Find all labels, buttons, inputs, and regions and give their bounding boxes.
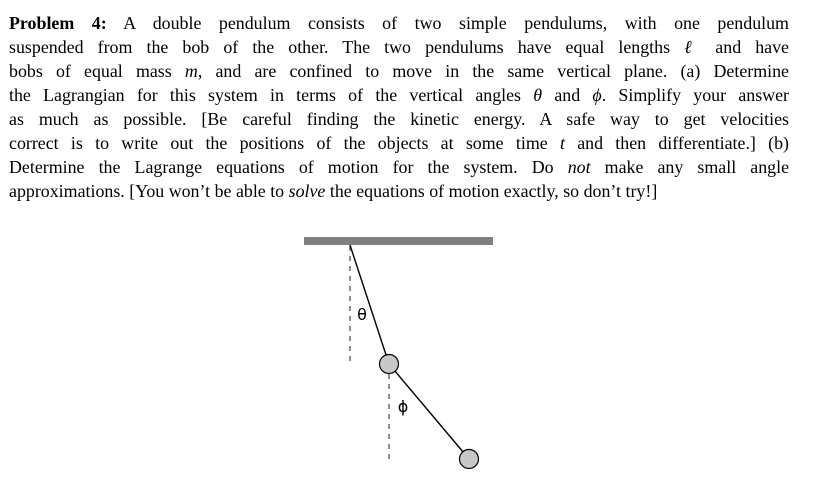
text-run: and	[542, 85, 593, 105]
problem-heading: Problem 4:	[9, 13, 107, 33]
text-run: the equations of motion exactly, so don’t try!]	[325, 181, 658, 201]
text-run: make any small angle	[590, 157, 790, 177]
text-run: and then differentiate.] (b)	[564, 133, 790, 153]
text-run: approximations. [You won’t be able to	[9, 181, 289, 201]
math-symbol: not	[567, 157, 591, 177]
text-run: suspended from the bob of the other. The two pendulums have equal lengths	[9, 37, 685, 57]
upper-rod	[350, 245, 389, 364]
text-run: correct is to write out the positions of the objects at some time	[9, 133, 560, 153]
math-symbol: ℓ	[684, 37, 702, 57]
phi-label: ϕ	[397, 397, 409, 416]
ceiling-bar	[304, 237, 493, 245]
math-symbol: solve	[288, 181, 326, 201]
math-symbol: θ	[533, 85, 543, 105]
math-symbol: t	[559, 133, 565, 153]
text-run: and have	[701, 37, 789, 57]
theta-label: θ	[357, 305, 367, 324]
text-run: , and are confined to move in the same vertical plane. (a) Determine	[197, 61, 789, 81]
text-run: the Lagrangian for this system in terms of the vertical angles	[9, 85, 534, 105]
text-run: bobs of equal mass	[9, 61, 185, 81]
upper-bob	[380, 355, 399, 374]
text-run: Determine the Lagrange equations of motion for the system. Do	[9, 157, 568, 177]
math-symbol: m	[184, 61, 198, 81]
lower-bob	[460, 450, 479, 469]
text-run: as much as possible. [Be careful finding the kinetic energy. A safe way to get velocities	[9, 109, 789, 129]
text-run: A double pendulum consists of two simple pendulums, with one pendulum	[106, 13, 789, 33]
math-symbol: ϕ	[592, 85, 602, 105]
text-run: . Simplify your answer	[601, 85, 790, 105]
